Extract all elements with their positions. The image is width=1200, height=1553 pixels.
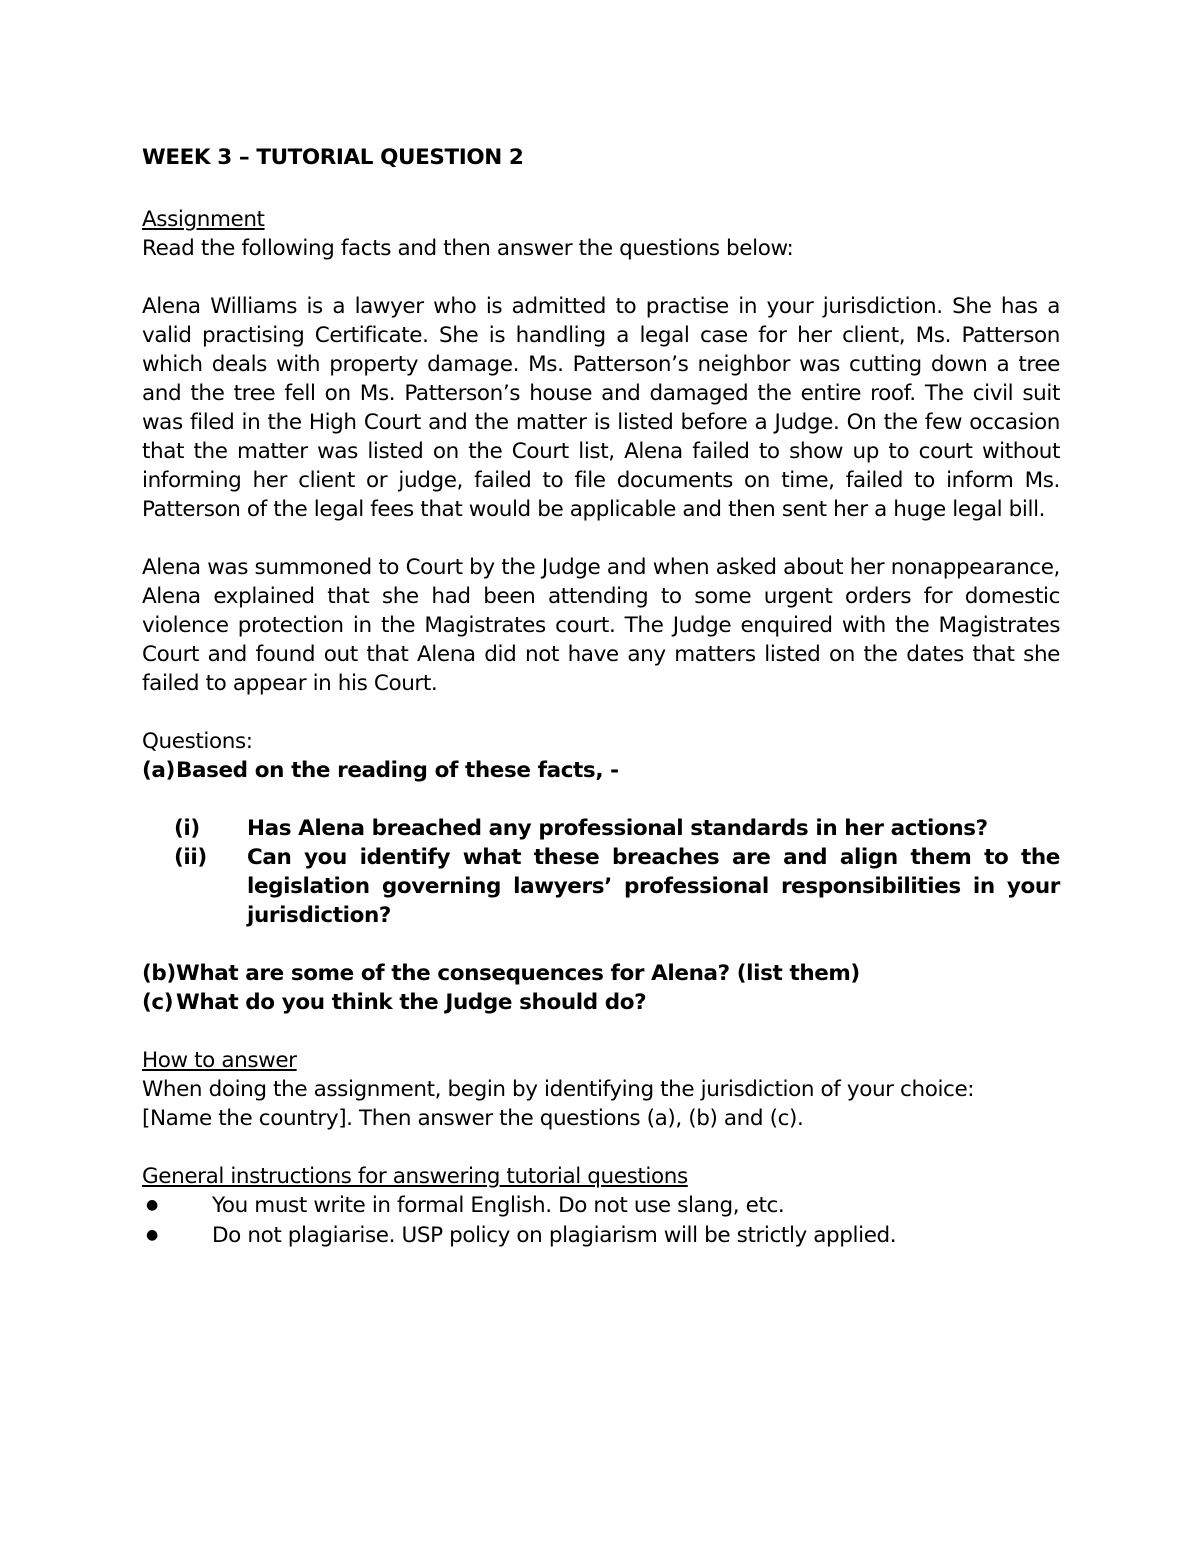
general-instructions-list: [142, 1191, 1060, 1250]
question-a-label: (a): [142, 758, 175, 783]
how-to-answer-line-1: When doing the assignment, begin by identifying the jurisdiction of your choice:: [142, 1077, 975, 1102]
general-instructions-heading: General instructions for answering tutorial questions: [142, 1164, 688, 1189]
spacer: [142, 698, 1060, 727]
spacer: [142, 524, 1060, 553]
spacer: [142, 1017, 1060, 1046]
facts-paragraph-2: Alena was summoned to Court by the Judge and when asked about her nonappearance, Alena explained that she had been attending to some urgent orders for domestic violence protection in the Magistrates court. The Judge enquired with the Magistrates Court and found out that Alena did not have any matters listed on the dates that she failed to appear in his Court.: [142, 555, 1060, 696]
spacer: [142, 263, 1060, 292]
question-c: [142, 988, 1060, 1017]
question-a-text: Based on the reading of these facts, -: [176, 758, 619, 783]
facts-paragraph-1: Alena Williams is a lawyer who is admitted to practise in your jurisdiction. She has a valid practising Certificate. She is handling a legal case for her client, Ms. Patterson which deals with property damage. Ms. Patterson’s neighbor was cutting down a tree and the tree fell on Ms. Patterson’s house and damaged the entire roof. The civil suit was filed in the High Court and the matter is listed before a Judge. On the few occasion that the matter was listed on the Court list, Alena failed to show up to court without informing her client or judge, failed to file documents on time, failed to inform Ms. Patterson of the legal fees that would be applicable and then sent her a huge legal bill.: [142, 294, 1060, 522]
question-b: [142, 959, 1060, 988]
question-c-text: What do you think the Judge should do?: [176, 990, 647, 1015]
bullet-icon: ●: [146, 1227, 158, 1243]
list-item-text: Do not plagiarise. USP policy on plagiarism will be strictly applied.: [212, 1223, 897, 1248]
question-a-ii-text: Can you identify what these breaches are and align them to the legislation governing lawyers’ professional responsibilities in your jurisdiction?: [247, 845, 1060, 928]
assignment-intro: Read the following facts and then answer the questions below:: [142, 236, 794, 261]
how-to-answer-line-2: [Name the country]. Then answer the questions (a), (b) and (c).: [142, 1106, 804, 1131]
spacer: [142, 785, 1060, 814]
how-to-answer-heading: How to answer: [142, 1048, 297, 1073]
document-page: [142, 140, 1060, 1251]
question-a-i-label: (i): [174, 816, 200, 841]
bullet-icon: ●: [146, 1197, 158, 1213]
question-a-i-text: Has Alena breached any professional standards in her actions?: [247, 816, 988, 841]
list-item: [142, 1221, 1060, 1250]
question-b-text: What are some of the consequences for Alena? (list them): [176, 961, 860, 986]
spacer: [142, 1133, 1060, 1162]
question-a: [142, 756, 1060, 785]
assignment-heading: Assignment: [142, 207, 265, 232]
question-b-label: (b): [142, 961, 176, 986]
page-title: WEEK 3 – TUTORIAL QUESTION 2: [142, 145, 524, 170]
question-c-label: (c): [142, 990, 174, 1015]
list-item: [142, 1191, 1060, 1220]
list-item-text: You must write in formal English. Do not use slang, etc.: [212, 1193, 785, 1218]
question-a-ii-label: (ii): [174, 845, 207, 870]
question-a-i: [174, 814, 1060, 843]
questions-heading: Questions:: [142, 729, 253, 754]
question-a-ii: [174, 843, 1060, 930]
spacer: [142, 930, 1060, 959]
